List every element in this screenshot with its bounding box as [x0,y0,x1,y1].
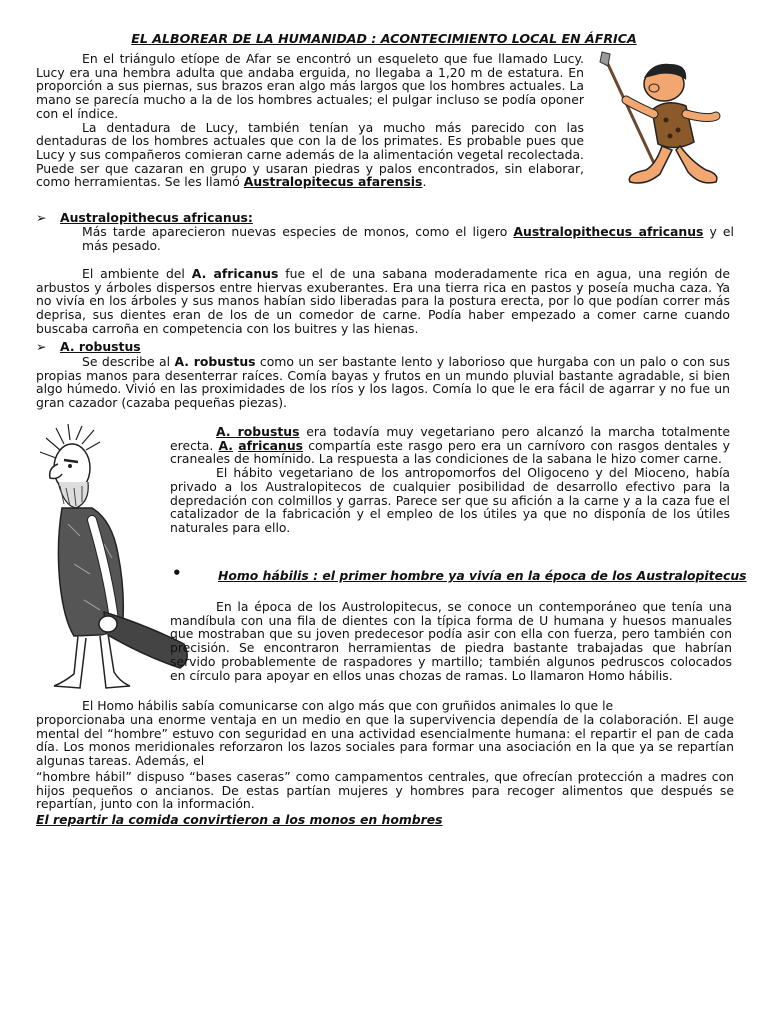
caveman-spear-illustration [596,50,736,190]
africanus-paragraph-1: Más tarde aparecieron nuevas especies de monos, como el ligero Australopithecus africanus y el más pesado. [82,224,734,253]
habilis-paragraph-3: “hombre hábil” dispuso “bases caseras” como campamentos centrales, que ofrecían protección a madres con hijos pequeños o ancianos. De estas partían mujeres y hombres para recoger alimentos que después se repartían, junto con la información. [36,769,734,812]
bullet-arrow-icon: ➢ [36,339,47,354]
robustus-paragraph-3: El hábito vegetariano de los antropomorfos del Oligoceno y del Mioceno, había privado a los Australopitecos de cualquier posibilidad de desarrollo efectivo para la depredación con colmillos y garras. Parece ser que su afición a la carne y a la caza fue el catalizador de la fabricación y el empleo de los útiles ya que no disponía de los útiles naturales para ello. [170,465,730,535]
term-afarensis: Australopitecus afarensis [243,174,423,190]
heading-africanus: Australopithecus africanus: [60,210,253,225]
page-title: EL ALBOREAR DE LA HUMANIDAD : ACONTECIMIENTO LOCAL EN ÁFRICA [131,31,637,46]
habilis-paragraph-2-line-1: El Homo hábilis sabía comunicarse con algo más que con gruñidos animales lo que le [82,698,614,713]
heading-robustus: A. robustus [60,339,141,354]
heading-homo-habilis: Homo hábilis : el primer hombre ya vivía en la época de los Australopitecus [218,568,747,583]
robustus-paragraph-1: Se describe al A. robustus como un ser bastante lento y laborioso que hurgaba con un palo o con sus propias manos para desenterrar raíces. Comía bayas y frutos en un mundo pluvial bastante agradable, si bien algo húmedo. Vivió en las proximidades de los ríos y los lagos. Comía lo que le era fácil de agarrar y no fue un gran cazador (cazaba pequeñas piezas). [36,354,730,411]
intro-section [36,52,584,189]
bullet-arrow-icon: ➢ [36,210,47,225]
robustus-section-2 [170,425,730,535]
africanus-paragraph-2: El ambiente del A. africanus fue el de una sabana moderadamente rica en agua, una región de arbustos y árboles dispersos entre hiervas exuberantes. Era una tierra rica en pastos y poseía mucha caza. Ya no vivía en los árboles y sus manos habían sido liberadas para la postura erecta, por lo que podían correr más deprisa, sus dientes eran de los de un comedor de carne. Podía haber empezado a comer carne cuando buscaba carroña en competencia con los buitres y las hienas. [36,266,730,336]
intro-paragraph-2: La dentadura de Lucy, también tenían ya mucho más parecido con las dentaduras de los hombres actuales que con la de los primates. Es probable pues que Lucy y sus compañeros comieran carne además de la alimentación vegetal recolectada. Puede ser que cazaran en grupo y usaran piedras y palos encontrados, sin elaborar, como herramientas. Se les llamó Australopitecus afarensis. [36,119,584,190]
habilis-paragraph-2: proporcionaba una enorme ventaja en un medio en que la supervivencia dependía de la colaboración. El auge mental del “hombre” estuvo con seguridad en una actividad esencialmente humana: el repartir el pan de cada día. Los monos meridionales reforzaron los lazos sociales para formar una asociación en la que ya se repartían algunas tareas. Además, el [36,712,734,769]
bullet-dot-icon: • [172,564,182,582]
closing-statement: El repartir la comida convirtieron a los monos en hombres [36,812,443,827]
habilis-paragraph-1: En la época de los Austrolopitecus, se conoce un contemporáneo que tenía una mandíbula con una fila de dientes con la típica forma de U humana y huesos manuales que mostraban que su joven predecesor podía asir con ella con fuerza, pero también con precisión. Se encontraron herramientas de piedra bastante trabajadas que habrían servido probablemente de raspadores y martillo; también algunos pedruscos colocados en círculo para apoyar en ellos unas chozas de ramas. Lo llamaron Homo hábilis. [170,599,732,683]
robustus-paragraph-2: A. robustus era todavía muy vegetariano pero alcanzó la marcha totalmente erecta. A. africanus compartía este rasgo pero era un carnívoro con rasgos dentales y craneales de homínido. La respuesta a las condiciones de la sabana le hizo comer carne. [170,424,730,467]
intro-paragraph-1: En el triángulo etíope de Afar se encontró un esqueleto que fue llamado Lucy. Lucy era una hembra adulta que andaba erguida, no llegaba a 1,20 m de estatura. En proporción a sus piernas, sus brazos eran algo más largos que los hombres actuales. La mano se parecía mucho a la de los hombres actuales; el pulgar incluso se podía oponer con el índice. [36,51,584,121]
